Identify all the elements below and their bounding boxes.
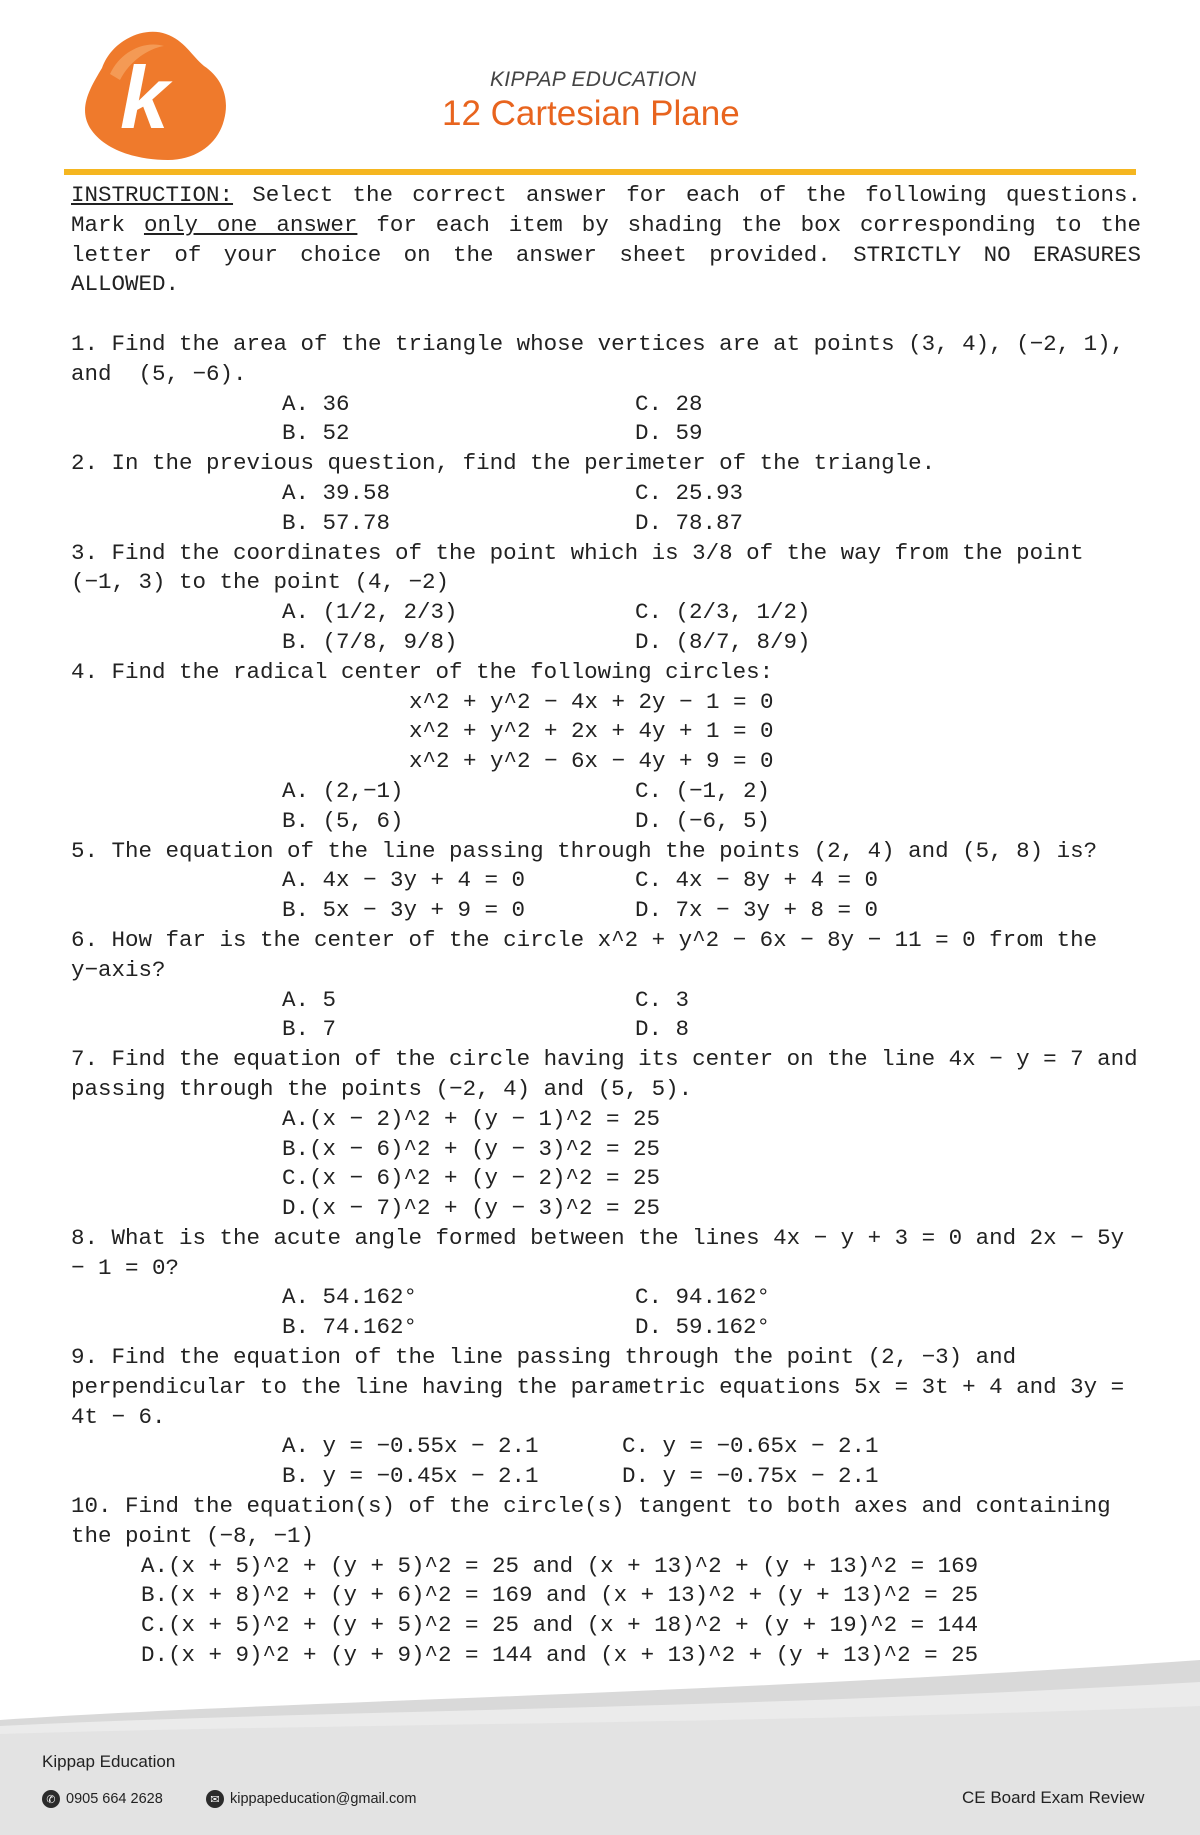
choice-7b: B.(x − 6)^2 + (y − 3)^2 = 25 — [282, 1135, 661, 1162]
choice-4b: B. (5, 6) — [282, 807, 404, 834]
question-6: 6. How far is the center of the circle x^2 + y^2 − 6x − 8y − 11 = 0 from the y−axis? — [71, 926, 1111, 983]
choice-6a: A. 5 — [282, 986, 337, 1013]
footer — [0, 1660, 1200, 1835]
question-2: 2. In the previous question, find the perimeter of the triangle. — [71, 450, 936, 477]
choices-8 — [282, 1283, 1141, 1343]
choice-8d: D. 59.162° — [635, 1314, 771, 1341]
choice-7a: A.(x − 2)^2 + (y − 1)^2 = 25 — [282, 1105, 661, 1132]
choices-3 — [282, 598, 1141, 658]
choice-4c: C. (−1, 2) — [635, 777, 771, 804]
footer-phone — [42, 1790, 163, 1808]
choices-5 — [282, 866, 1141, 926]
instruction-text-a: Select the correct answer for each of the following questions. Mark — [71, 182, 1155, 238]
choice-1b: B. 52 — [282, 420, 350, 447]
question-9: 9. Find the equation of the line passing through the point (2, −3) and perpendicular to the line having the parametric equations 5x = 3t + 4 and 3y = 4t − 6. — [71, 1344, 1138, 1430]
choice-5d: D. 7x − 3y + 8 = 0 — [635, 897, 879, 924]
choice-1c: C. 28 — [635, 390, 703, 417]
choice-8b: B. 74.162° — [282, 1314, 418, 1341]
question-1: 1. Find the area of the triangle whose vertices are at points (3, 4), (−2, 1), and (5, −6). — [71, 330, 1138, 387]
choice-10c: C.(x + 5)^2 + (y + 5)^2 = 25 and (x + 18)^2 + (y + 19)^2 = 144 — [141, 1612, 979, 1639]
question-8: 8. What is the acute angle formed between the lines 4x − y + 3 = 0 and 2x − 5y − 1 = 0? — [71, 1224, 1138, 1281]
exam-content — [71, 181, 1155, 1671]
email-address: kippapeducation@gmail.com — [230, 1791, 417, 1807]
equations-4 — [409, 688, 1141, 777]
header — [0, 0, 1200, 178]
choice-1d: D. 59 — [635, 420, 703, 447]
choice-2a: A. 39.58 — [282, 479, 391, 506]
page-title: 12 Cartesian Plane — [442, 94, 740, 133]
choice-10b: B.(x + 8)^2 + (y + 6)^2 = 169 and (x + 13)^2 + (y + 13)^2 = 25 — [141, 1582, 979, 1609]
choices-4 — [282, 777, 1141, 837]
choice-8c: C. 94.162° — [635, 1284, 771, 1311]
email-icon: ✉ — [206, 1790, 224, 1808]
question-10: 10. Find the equation(s) of the circle(s) tangent to both axes and containing the point (−8, −1) — [71, 1493, 1125, 1549]
footer-wave-background — [0, 1660, 1200, 1835]
choices-7 — [282, 1105, 1141, 1224]
choice-2d: D. 78.87 — [635, 509, 744, 536]
footer-review: CE Board Exam Review — [962, 1788, 1145, 1807]
choice-7d: D.(x − 7)^2 + (y − 3)^2 = 25 — [282, 1195, 661, 1222]
choice-6b: B. 7 — [282, 1016, 337, 1043]
choices-9 — [282, 1432, 1141, 1492]
choice-9b: B. y = −0.45x − 2.1 — [282, 1463, 539, 1490]
choice-2b: B. 57.78 — [282, 509, 391, 536]
choices-10 — [141, 1552, 1141, 1671]
choice-6c: C. 3 — [635, 986, 690, 1013]
choice-3c: C. (2/3, 1/2) — [635, 599, 811, 626]
choice-10a: A.(x + 5)^2 + (y + 5)^2 = 25 and (x + 13)^2 + (y + 13)^2 = 169 — [141, 1552, 979, 1579]
choice-4a: A. (2,−1) — [282, 777, 404, 804]
equation-3: x^2 + y^2 − 6x − 4y + 9 = 0 — [409, 748, 774, 775]
instruction — [71, 181, 1155, 300]
phone-number: 0905 664 2628 — [66, 1791, 163, 1807]
phone-icon: ✆ — [42, 1790, 60, 1808]
choice-5b: B. 5x − 3y + 9 = 0 — [282, 897, 526, 924]
instruction-text-b: for each item by shading the box corresponding to the letter of your choice on the answer sheet provided. STRICTLY NO ERASURES ALLOWED. — [71, 211, 1155, 298]
question-4: 4. Find the radical center of the following circles: — [71, 658, 774, 685]
kippap-logo-icon — [80, 26, 230, 161]
logo-letter: k — [120, 48, 169, 147]
choices-6 — [282, 986, 1141, 1046]
footer-company: Kippap Education — [42, 1752, 176, 1771]
brand-name: KIPPAP EDUCATION — [490, 68, 697, 91]
choice-10d: D.(x + 9)^2 + (y + 9)^2 = 144 and (x + 13)^2 + (y + 13)^2 = 25 — [141, 1642, 979, 1669]
choice-2c: C. 25.93 — [635, 479, 744, 506]
choice-1a: A. 36 — [282, 390, 350, 417]
choice-9d: D. y = −0.75x − 2.1 — [622, 1463, 879, 1490]
instruction-label: INSTRUCTION: — [71, 182, 234, 208]
choice-3d: D. (8/7, 8/9) — [635, 628, 811, 655]
choice-4d: D. (−6, 5) — [635, 807, 771, 834]
spacer — [71, 300, 1141, 330]
question-7: 7. Find the equation of the circle having its center on the line 4x − y = 7 and passing through the points (−2, 4) and (5, 5). — [71, 1046, 1152, 1102]
choice-5c: C. 4x − 8y + 4 = 0 — [635, 867, 879, 894]
choice-7c: C.(x − 6)^2 + (y − 2)^2 = 25 — [282, 1165, 661, 1192]
instruction-emphasis: only one answer — [143, 211, 358, 238]
question-3: 3. Find the coordinates of the point which is 3/8 of the way from the point (−1, 3) to the point (4, −2) — [71, 539, 1098, 596]
choice-6d: D. 8 — [635, 1016, 690, 1043]
choice-9a: A. y = −0.55x − 2.1 — [282, 1433, 539, 1460]
choice-5a: A. 4x − 3y + 4 = 0 — [282, 867, 526, 894]
choice-3b: B. (7/8, 9/8) — [282, 628, 458, 655]
question-5: 5. The equation of the line passing through the points (2, 4) and (5, 8) is? — [71, 837, 1098, 864]
header-divider — [64, 169, 1136, 175]
choice-3a: A. (1/2, 2/3) — [282, 599, 458, 626]
choices-1 — [282, 390, 1141, 450]
choice-8a: A. 54.162° — [282, 1284, 418, 1311]
choices-2 — [282, 479, 1141, 539]
equation-2: x^2 + y^2 + 2x + 4y + 1 = 0 — [409, 718, 774, 745]
footer-email — [206, 1790, 416, 1808]
equation-1: x^2 + y^2 − 4x + 2y − 1 = 0 — [409, 688, 774, 715]
choice-9c: C. y = −0.65x − 2.1 — [622, 1433, 879, 1460]
